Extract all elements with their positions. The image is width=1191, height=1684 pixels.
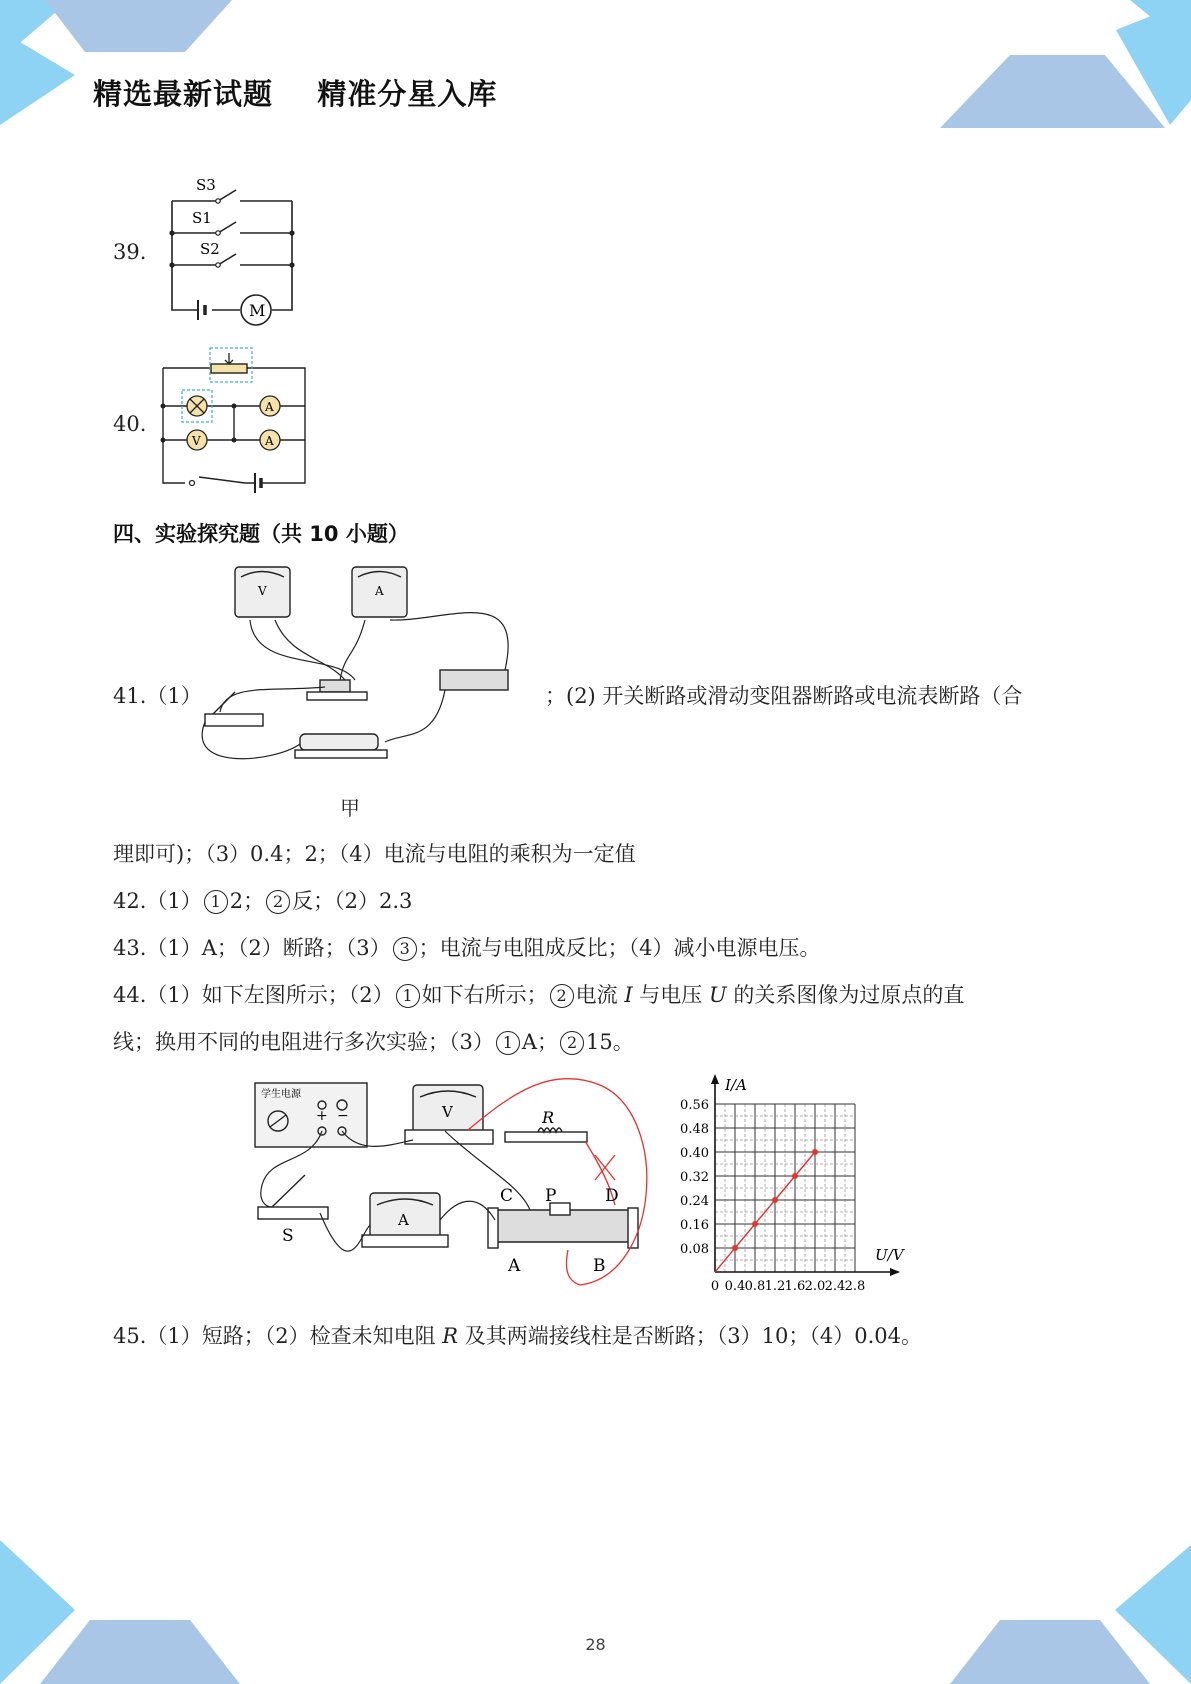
y-tick-label: 0.32 [680,1170,709,1185]
corner-shape-top-left [0,30,75,125]
slider-p-label: P [545,1186,557,1206]
switch-s1-label: S1 [192,209,212,227]
x-tick-label: 1.2 [764,1279,786,1294]
ammeter-label: A [265,434,274,448]
corner-shape-top-left [45,0,232,52]
q44-part: 电流 [575,983,625,1007]
x-axis-arrow [890,1268,900,1276]
x-tick-label: 2.4 [824,1279,846,1294]
q44-part: 的关系图像为过原点的直 [726,983,965,1007]
x-tick-label: 0.8 [744,1279,766,1294]
y-tick-label: 0.16 [680,1218,709,1233]
q39-circuit-diagram [160,168,300,328]
x-tick-label: 0 [710,1279,720,1294]
switch-label: S [282,1226,294,1246]
y-tick-label: 0.56 [680,1098,709,1113]
circled-number-3: 3 [393,937,417,961]
ammeter-dial-label: A [375,584,384,598]
q45-part: 45.（1）短路；（2）检查未知电阻 [113,1324,443,1348]
ammeter-label: A [265,400,274,414]
q41-continuation: 理即可)；（3）0.4；2；（4）电流与电阻的乘积为一定值 [113,842,636,866]
terminal-c-label: C [500,1186,514,1206]
y-axis-arrow [711,1074,719,1084]
q44-part: 与电压 [632,983,709,1007]
circled-number-1: 1 [204,890,228,914]
q42-part: 2； [229,889,265,913]
x-tick-label: 0.4 [724,1279,746,1294]
y-tick-label: 0.48 [680,1122,709,1137]
q42-part: 42.（1） [113,889,202,913]
switch-s3-label: S3 [196,176,216,194]
q45-part: 及其两端接线柱是否断路；（3）10；（4）0.04。 [458,1324,922,1348]
voltmeter-label: V [192,434,201,448]
plus-label: + [316,1108,328,1124]
i-u-chart [670,1072,940,1297]
q41-prefix: 41.（1） [113,684,202,708]
q43-part: ；电流与电阻成反比；（4）减小电源电压。 [418,936,821,960]
minus-label: − [337,1108,349,1124]
terminal-a-label: A [508,1256,521,1276]
corner-shape-top-right [940,55,1165,128]
power-supply-label: 学生电源 [261,1089,301,1100]
circled-number-1: 1 [396,984,420,1008]
terminal-b-label: B [593,1256,606,1276]
data-point [752,1221,758,1227]
q44-part: 如下右所示； [421,983,548,1007]
ammeter-dial-label: A [398,1211,409,1229]
q45-line [113,1320,922,1350]
q41-experiment-illustration [195,562,545,774]
voltmeter-dial-label: V [442,1103,453,1121]
q43-line [113,932,821,962]
circled-number-2: 2 [560,1031,584,1055]
section-heading: 四、实验探究题（共 10 小题） [113,522,409,546]
circled-number-2: 2 [550,984,574,1008]
q43-part: 43.（1）A；（2）断路；（3） [113,936,391,960]
y-axis-label: I/A [725,1076,747,1094]
question-39-number: 39. [113,240,147,264]
circled-number-2: 2 [266,890,290,914]
variable-i: I [624,983,633,1007]
resistor-label: R [542,1108,555,1127]
switch-s2-label: S2 [200,240,220,258]
data-point [812,1149,818,1155]
motor-label: M [249,301,266,320]
q44-circuit-illustration [250,1075,650,1300]
y-tick-label: 0.08 [680,1242,709,1257]
q44-part: A； [521,1030,559,1054]
variable-u: U [708,983,727,1007]
y-tick-label: 0.24 [680,1194,709,1209]
figure-caption: 甲 [340,796,360,820]
q44-line-2 [113,1026,634,1056]
page-number: 28 [585,1635,606,1654]
x-tick-label: 2.0 [804,1279,826,1294]
q44-part: 44.（1）如下左图所示；（2） [113,983,394,1007]
data-point [772,1197,778,1203]
x-tick-label: 1.6 [784,1279,806,1294]
q42-part: 反；（2）2.3 [292,889,413,913]
q41-text-after-figure: ；(2) 开关断路或滑动变阻器断路或电流表断路（合 [545,684,1023,708]
variable-r: R [442,1324,459,1348]
data-point [792,1173,798,1179]
voltmeter-dial-label: V [258,584,267,598]
question-40-number: 40. [113,412,147,436]
data-point [732,1245,738,1251]
header-title: 精选最新试题 精准分星入库 [93,77,498,111]
q44-part: 15。 [586,1030,634,1054]
x-tick-label: 2.8 [844,1279,866,1294]
y-tick-label: 0.40 [680,1146,709,1161]
q40-circuit-diagram [155,343,315,498]
q42-line [113,885,412,915]
terminal-d-label: D [605,1186,619,1206]
q44-line-1 [113,979,964,1009]
x-axis-label: U/V [875,1246,904,1264]
q44-part: 线；换用不同的电阻进行多次实验；（3） [113,1030,494,1054]
circled-number-1: 1 [496,1031,520,1055]
